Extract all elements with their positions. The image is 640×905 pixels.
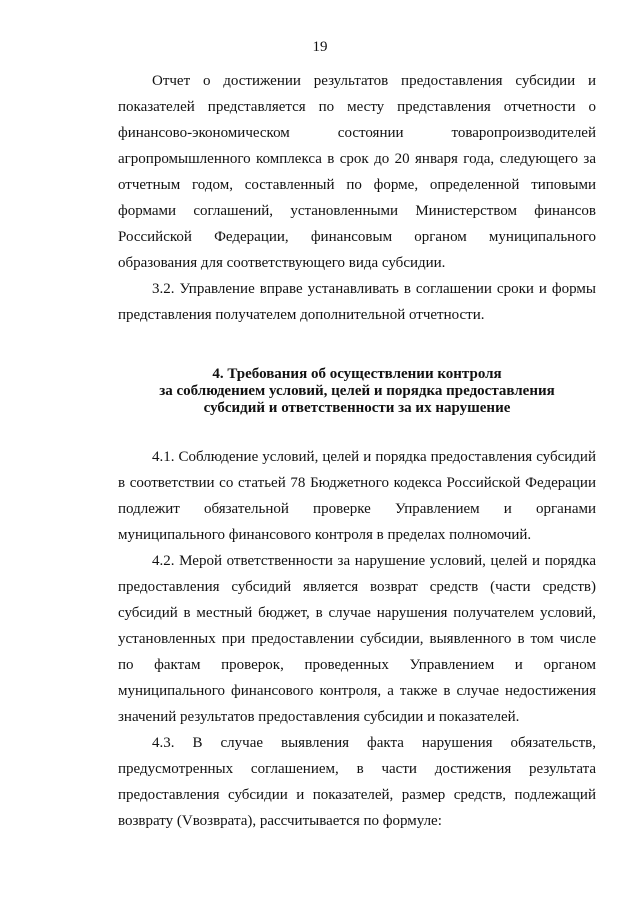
page-number: 19 (312, 39, 328, 55)
section-title-line-1: 4. Требования об осуществлении контроля (212, 366, 502, 382)
paragraph-report-submission: Отчет о достижении результатов предоставления субсидии и показателей представляется по месту представления отчетности о финансово-экономическом состоянии товаропроизводителей агропромышленного комплекса в срок до 20 января года, следующего за отчетным годом, составленный по форме, определенной типовыми формами соглашений, установленными Министерством финансов Российской Федерации, финансовым органом муниципального образования для соответствующего вида субсидии. (118, 73, 596, 271)
paragraph-4-2: 4.2. Мерой ответственности за нарушение условий, целей и порядка предоставления субсидий является возврат средств (части средств) субсидий в местный бюджет, в случае нарушения получателем условий, установленных при предоставлении субсидии, выявленного в том числе по фактам проверок, проведенных Управлением и органом муниципального финансового контроля, а также в случае недостижения значений результатов предоставления субсидии и показателей. (118, 553, 596, 725)
section-title (118, 366, 596, 417)
section-title-line-2: за соблюдением условий, целей и порядка предоставления (159, 383, 555, 399)
section-title-line-3: субсидий и ответственности за их нарушение (203, 400, 511, 416)
paragraph-4-1: 4.1. Соблюдение условий, целей и порядка предоставления субсидий в соответствии со статьей 78 Бюджетного кодекса Российской Федерации подлежит обязательной проверке Управлением и органами муниципального финансового контроля в пределах полномочий. (118, 449, 596, 543)
document-body (118, 68, 596, 834)
paragraph-3-2: 3.2. Управление вправе устанавливать в соглашении сроки и формы представления получателем дополнительной отчетности. (118, 281, 596, 323)
paragraph-4-3: 4.3. В случае выявления факта нарушения обязательств, предусмотренных соглашением, в части достижения результата предоставления субсидии и показателей, размер средств, подлежащий возврату (Vвозврата), рассчитывается по формуле: (118, 735, 596, 829)
